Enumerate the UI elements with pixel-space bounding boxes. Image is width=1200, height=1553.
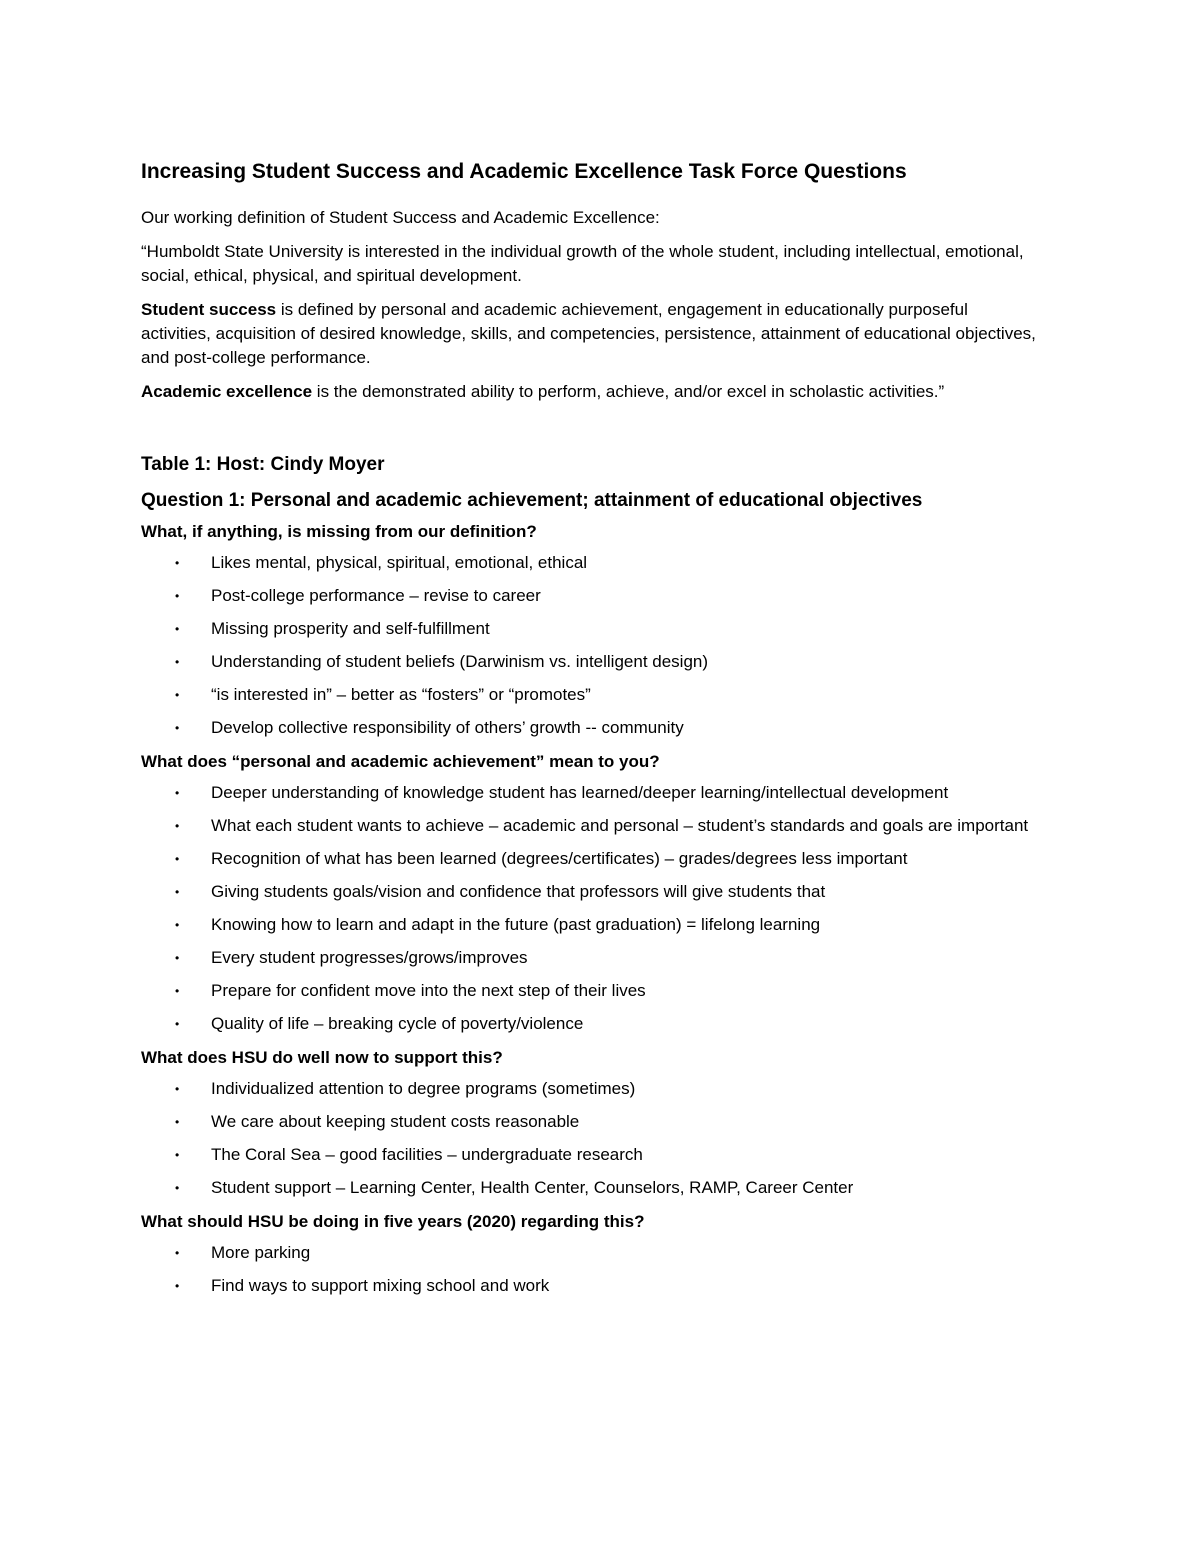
bullet-icon: • xyxy=(175,786,180,800)
question-sections xyxy=(141,520,1041,1297)
list-item-text: Understanding of student beliefs (Darwinism vs. intelligent design) xyxy=(211,652,709,671)
academic-excellence-term: Academic excellence xyxy=(141,382,313,401)
list-item-text: We care about keeping student costs reasonable xyxy=(211,1112,580,1131)
list-item xyxy=(141,782,1041,804)
academic-excellence-text: is the demonstrated ability to perform, achieve, and/or excel in scholastic activities.” xyxy=(312,382,945,401)
bullet-icon: • xyxy=(175,1246,180,1260)
list-item xyxy=(141,1111,1041,1133)
student-success-term: Student success xyxy=(141,300,277,319)
bullet-icon: • xyxy=(175,885,180,899)
document-title: Increasing Student Success and Academic Excellence Task Force Questions xyxy=(141,160,907,183)
bullet-icon: • xyxy=(175,688,180,702)
bullet-icon: • xyxy=(175,622,180,636)
list-item xyxy=(141,815,1041,837)
bullet-icon: • xyxy=(175,1279,180,1293)
bullet-icon: • xyxy=(175,819,180,833)
list-item xyxy=(141,1275,1041,1297)
bullet-icon: • xyxy=(175,852,180,866)
list-item xyxy=(141,980,1041,1002)
list-item-text: “is interested in” – better as “fosters” or “promotes” xyxy=(211,685,591,704)
list-item-text: Every student progresses/grows/improves xyxy=(211,948,528,967)
student-success-text: is defined by personal and academic achievement, engagement in educationally purposeful activities, acquisition of desired knowledge, skills, and competencies, persistence, attainment of educational objectives, and post-college performance. xyxy=(141,300,1036,367)
bullet-icon: • xyxy=(175,1017,180,1031)
list-item-text: Post-college performance – revise to career xyxy=(211,586,541,605)
list-item xyxy=(141,914,1041,936)
bullet-icon: • xyxy=(175,1082,180,1096)
list-item-text: Prepare for confident move into the next step of their lives xyxy=(211,981,646,1000)
list-item-text: Find ways to support mixing school and work xyxy=(211,1276,550,1295)
list-item xyxy=(141,848,1041,870)
list-item-text: Missing prosperity and self-fulfillment xyxy=(211,619,490,638)
bullet-icon: • xyxy=(175,918,180,932)
list-item xyxy=(141,1144,1041,1166)
bullet-list xyxy=(141,552,1041,739)
list-item xyxy=(141,717,1041,739)
list-item xyxy=(141,651,1041,673)
bullet-list xyxy=(141,1242,1041,1297)
sub-question-heading: What should HSU be doing in five years (2020) regarding this? xyxy=(141,1212,645,1231)
list-item xyxy=(141,881,1041,903)
bullet-icon: • xyxy=(175,984,180,998)
bullet-icon: • xyxy=(175,655,180,669)
list-item xyxy=(141,1242,1041,1264)
definition-intro: Our working definition of Student Success and Academic Excellence: xyxy=(141,208,660,227)
list-item-text: Quality of life – breaking cycle of poverty/violence xyxy=(211,1014,584,1033)
bullet-icon: • xyxy=(175,589,180,603)
student-success-definition xyxy=(141,298,1041,370)
bullet-icon: • xyxy=(175,1181,180,1195)
sub-question-heading: What does “personal and academic achievement” mean to you? xyxy=(141,752,660,771)
list-item-text: Deeper understanding of knowledge student has learned/deeper learning/intellectual development xyxy=(211,783,949,802)
bullet-list xyxy=(141,1078,1041,1199)
table-heading: Table 1: Host: Cindy Moyer xyxy=(141,454,385,475)
list-item-text: Likes mental, physical, spiritual, emotional, ethical xyxy=(211,553,588,572)
list-item xyxy=(141,947,1041,969)
list-item xyxy=(141,1177,1041,1199)
bullet-icon: • xyxy=(175,556,180,570)
academic-excellence-definition xyxy=(141,380,1041,404)
list-item-text: What each student wants to achieve – academic and personal – student’s standards and goals are important xyxy=(211,816,1029,835)
list-item-text: Develop collective responsibility of others’ growth -- community xyxy=(211,718,684,737)
list-item xyxy=(141,552,1041,574)
bullet-icon: • xyxy=(175,721,180,735)
bullet-list xyxy=(141,782,1041,1035)
list-item-text: Giving students goals/vision and confidence that professors will give students that xyxy=(211,882,826,901)
bullet-icon: • xyxy=(175,1148,180,1162)
definition-quote: “Humboldt State University is interested in the individual growth of the whole student, including intellectual, emotional, social, ethical, physical, and spiritual development. xyxy=(141,242,1024,285)
bullet-icon: • xyxy=(175,951,180,965)
list-item xyxy=(141,585,1041,607)
sub-question-heading: What, if anything, is missing from our definition? xyxy=(141,522,537,541)
sub-question-heading: What does HSU do well now to support this? xyxy=(141,1048,503,1067)
list-item-text: Knowing how to learn and adapt in the future (past graduation) = lifelong learning xyxy=(211,915,821,934)
list-item xyxy=(141,684,1041,706)
list-item-text: Student support – Learning Center, Health Center, Counselors, RAMP, Career Center xyxy=(211,1178,854,1197)
list-item-text: Recognition of what has been learned (degrees/certificates) – grades/degrees less important xyxy=(211,849,908,868)
list-item xyxy=(141,618,1041,640)
bullet-icon: • xyxy=(175,1115,180,1129)
list-item-text: The Coral Sea – good facilities – undergraduate research xyxy=(211,1145,643,1164)
list-item xyxy=(141,1013,1041,1035)
list-item xyxy=(141,1078,1041,1100)
question-heading: Question 1: Personal and academic achievement; attainment of educational objectives xyxy=(141,490,923,511)
list-item-text: Individualized attention to degree programs (sometimes) xyxy=(211,1079,636,1098)
document-page xyxy=(141,158,1041,1308)
list-item-text: More parking xyxy=(211,1243,311,1262)
